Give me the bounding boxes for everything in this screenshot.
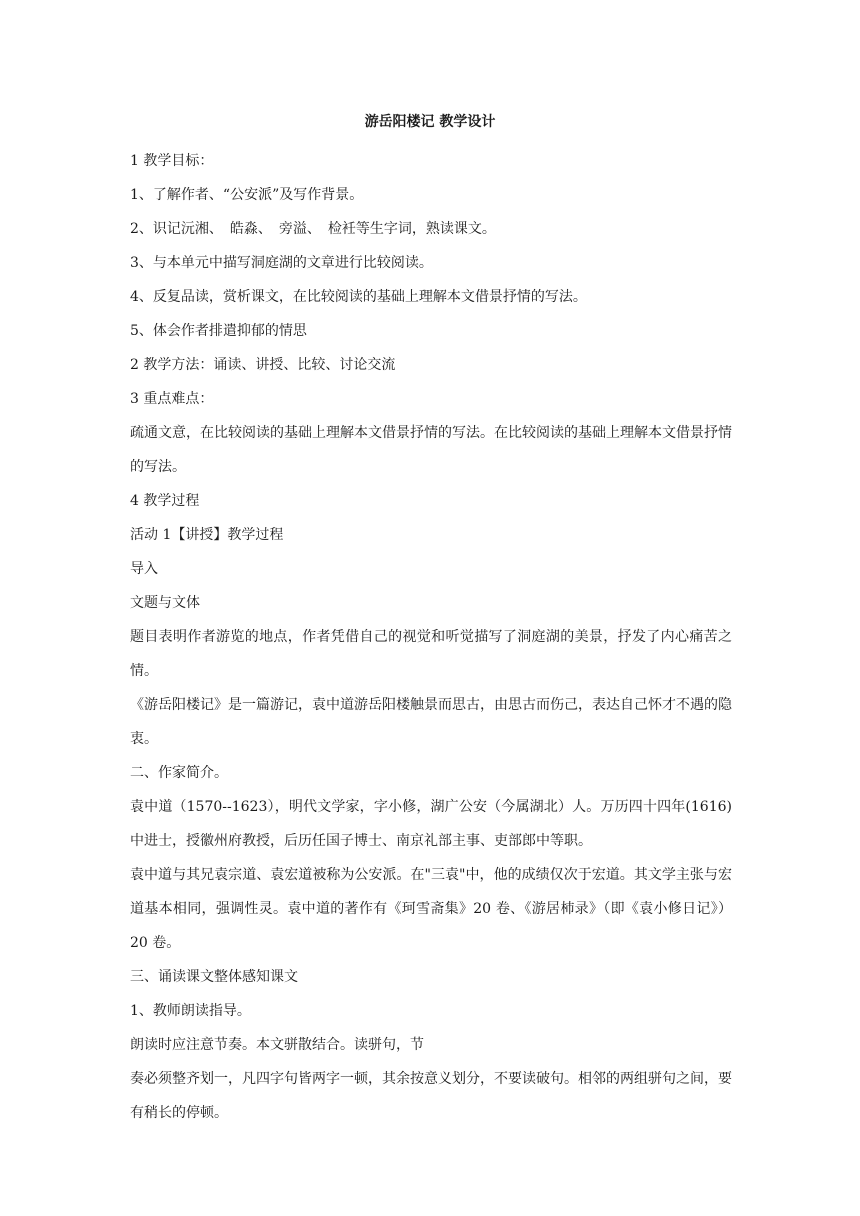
objective-item-1: 1、了解作者、“公安派”及写作背景。 — [130, 187, 364, 203]
genre-paragraph: 《游岳阳楼记》是一篇游记，袁中道游岳阳楼触景而思古，由思古而伤己，表达自己怀才不遇的隐衷。 — [130, 697, 732, 747]
section-heading-author: 二、作家简介。 — [130, 765, 228, 781]
subheading-intro: 导入 — [130, 561, 158, 577]
reading-rhythm-line: 朗读时应注意节奏。本文骈散结合。读骈句，节 — [130, 1037, 424, 1053]
objective-item-2: 2、识记沅湘、 皓淼、 旁溢、 检衽等生字词，熟读课文。 — [130, 221, 496, 237]
objective-item-4: 4、反复品读，赏析课文，在比较阅读的基础上理解本文借景抒情的写法。 — [130, 289, 587, 305]
reading-rhythm-paragraph: 奏必须整齐划一，凡四字句皆两字一顿，其余按意义划分，不要读破句。相邻的两组骈句之间，要有稍长的停顿。 — [130, 1071, 732, 1121]
activity-heading: 活动 1【讲授】教学过程 — [130, 527, 284, 543]
objective-item-5: 5、体会作者排遣抑郁的情思 — [130, 323, 307, 339]
objective-item-3: 3、与本单元中描写洞庭湖的文章进行比较阅读。 — [130, 255, 433, 271]
gongan-school-paragraph: 袁中道与其兄袁宗道、袁宏道被称为公安派。在"三袁"中，他的成绩仅次于宏道。其文学主张与宏道基本相同，强调性灵。袁中道的著作有《珂雪斋集》20 卷、《游居杮录》（即《袁小修日记》）20 卷。 — [130, 867, 732, 951]
section-heading-process: 4 教学过程 — [130, 493, 200, 509]
section-heading-reading: 三、诵读课文整体感知课文 — [130, 969, 298, 985]
section-heading-objectives: 1 教学目标： — [130, 153, 214, 169]
key-points-paragraph: 疏通文意，在比较阅读的基础上理解本文借景抒情的写法。在比较阅读的基础上理解本文借景抒情的写法。 — [130, 425, 732, 475]
section-heading-key-points: 3 重点难点： — [130, 391, 214, 407]
subheading-title-genre: 文题与文体 — [130, 595, 200, 611]
reading-step-1: 1、教师朗读指导。 — [130, 1003, 251, 1019]
document-title: 游岳阳楼记 教学设计 — [364, 114, 496, 130]
author-bio-paragraph: 袁中道（1570--1623），明代文学家，字小修，湖广公安（今属湖北）人。万历四十四年(1616)中进士，授徽州府教授，后历任国子博士、南京礼部主事、吏部郎中等职。 — [130, 799, 732, 849]
document-body — [130, 144, 732, 1130]
title-explanation-paragraph: 题目表明作者游览的地点，作者凭借自己的视觉和听觉描写了洞庭湖的美景，抒发了内心痛苦之情。 — [130, 629, 732, 679]
section-heading-methods: 2 教学方法：诵读、讲授、比较、讨论交流 — [130, 357, 396, 373]
